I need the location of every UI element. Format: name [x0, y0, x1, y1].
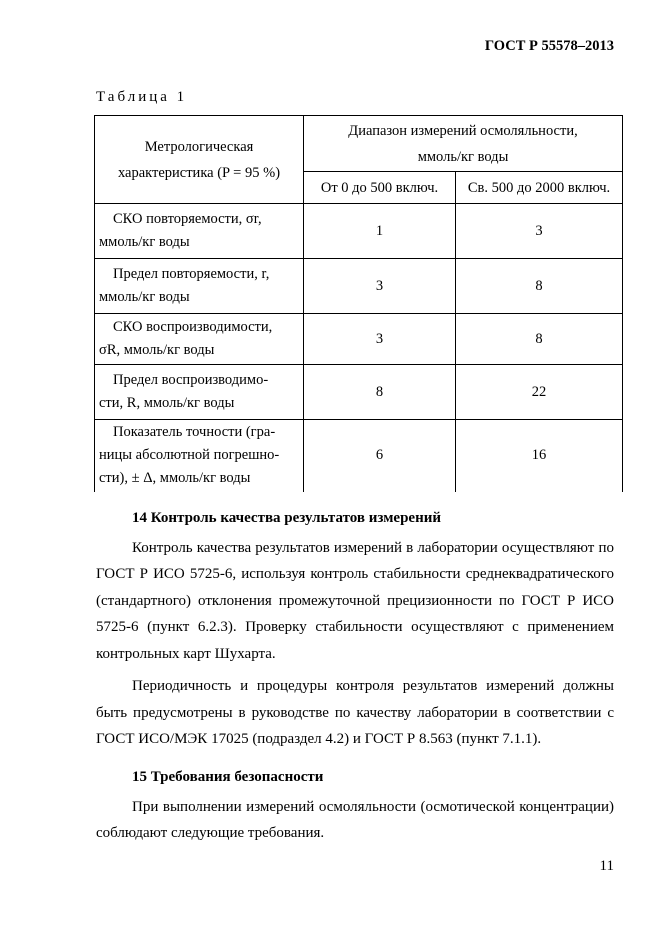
header-range-line1: Диапазон измерений осмоляльности, — [348, 122, 578, 139]
cell-range-1: 8 — [304, 365, 456, 420]
cell-range-2: 8 — [456, 259, 623, 314]
table-row — [95, 204, 623, 259]
header-range-line2: ммоль/кг воды — [417, 148, 509, 165]
cell-range-1: 3 — [304, 314, 456, 365]
table-row — [95, 259, 623, 314]
row-label: Предел воспроизводимо- сти, R, ммоль/кг воды — [95, 365, 304, 420]
section-14-paragraph-1: Контроль качества результатов измерений в лаборатории осуществляют по ГОСТ Р ИСО 5725-6, используя контроль стабильности среднеквадратического (стандартного) отклонения промежуточной прецизионности по ГОСТ Р ИСО 5725-6 (пункт 6.2.3). Проверку стабильности осуществляют с применением контрольных карт Шухарта. — [96, 539, 614, 662]
header-characteristic-line1: Метрологическая — [144, 138, 254, 155]
table-row — [95, 420, 623, 492]
subheader-range-1: От 0 до 500 включ. — [304, 172, 456, 204]
header-range — [304, 116, 623, 172]
table-row — [95, 314, 623, 365]
document-id-header: ГОСТ Р 55578–2013 — [484, 38, 614, 54]
cell-range-1: 6 — [304, 420, 456, 492]
table-caption: Таблица 1 — [96, 89, 188, 105]
section-15-paragraph-1: При выполнении измерений осмоляльности (осмотической концентрации) соблюдают следующие требования. — [96, 798, 614, 841]
section-15-title: 15 Требования безопасности — [132, 769, 324, 785]
row-label: СКО воспроизводимости, σR, ммоль/кг воды — [95, 314, 304, 365]
header-characteristic-line2: характеристика (P = 95 %) — [117, 164, 281, 181]
section-14-title: 14 Контроль качества результатов измерений — [132, 510, 441, 526]
header-characteristic — [95, 116, 304, 204]
cell-range-2: 3 — [456, 204, 623, 259]
row-label: Показатель точности (гра- ницы абсолютной погрешно- сти), ± Δ, ммоль/кг воды — [95, 420, 304, 492]
section-14 — [96, 505, 614, 753]
cell-range-1: 1 — [304, 204, 456, 259]
section-14-paragraph-2: Периодичность и процедуры контроля результатов измерений должны быть предусмотрены в руководстве по качеству лаборатории в соответствии с ГОСТ ИСО/МЭК 17025 (подраздел 4.2) и ГОСТ Р 8.563 (пункт 7.1.1). — [96, 678, 614, 747]
row-label: Предел повторяемости, r, ммоль/кг воды — [95, 259, 304, 314]
row-label: СКО повторяемости, σr, ммоль/кг воды — [95, 204, 304, 259]
table-row — [95, 365, 623, 420]
page-number: 11 — [599, 858, 614, 874]
subheader-range-2: Св. 500 до 2000 включ. — [456, 172, 623, 204]
cell-range-2: 8 — [456, 314, 623, 365]
cell-range-2: 22 — [456, 365, 623, 420]
cell-range-1: 3 — [304, 259, 456, 314]
section-15 — [96, 764, 614, 847]
metrology-table — [94, 115, 623, 492]
cell-range-2: 16 — [456, 420, 623, 492]
